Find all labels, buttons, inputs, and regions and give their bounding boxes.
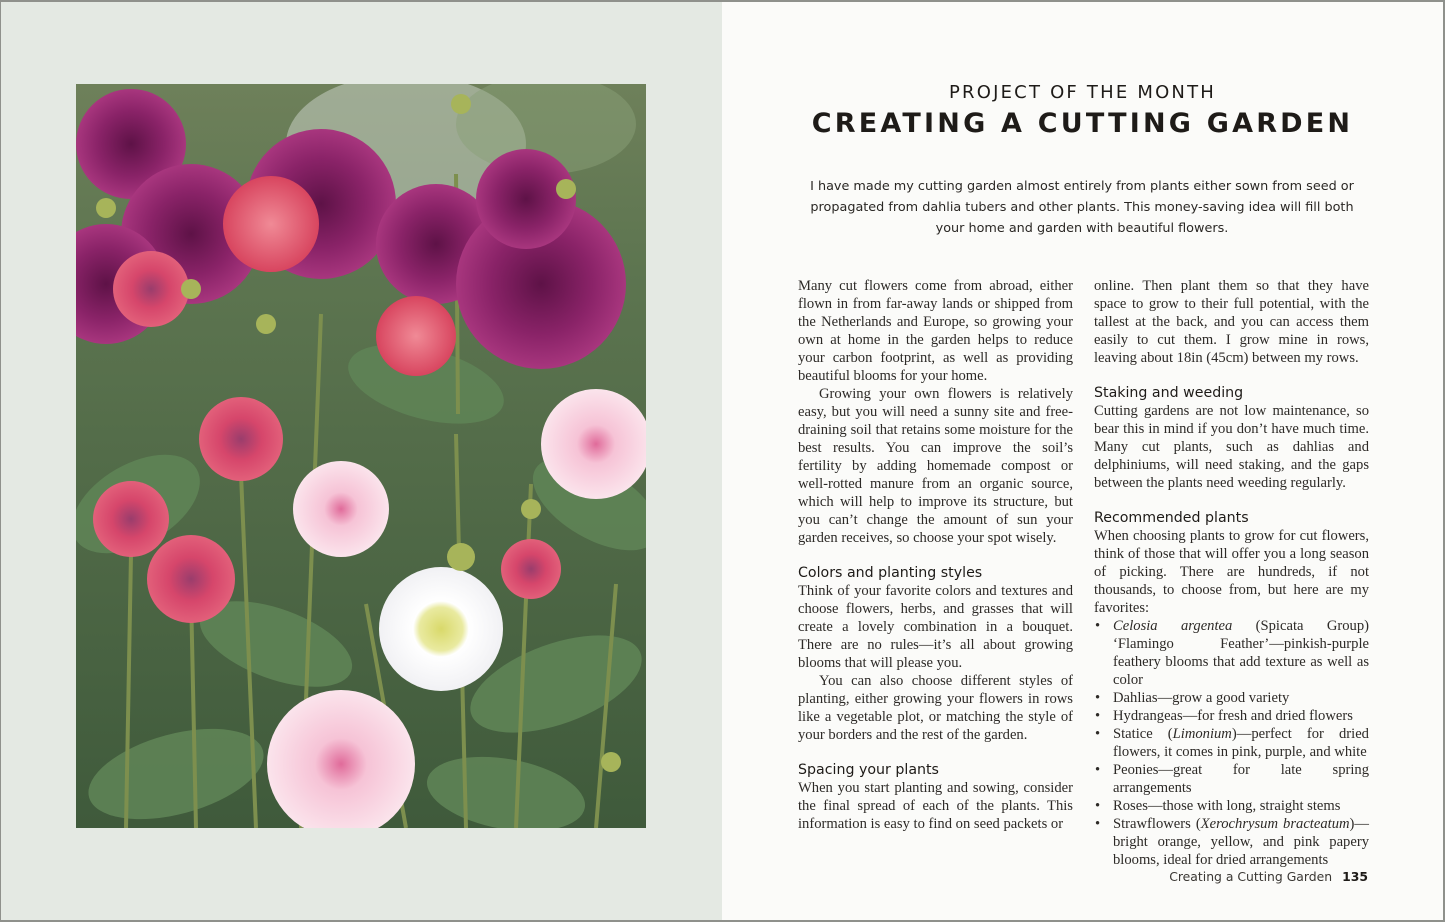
paragraph: You can also choose different styles of planting, either growing your flowers in rows like a vegetable plot, or matching the style of your borders and the rest of the garden. (798, 673, 1073, 743)
list-item: • Strawflowers (Xerochrysum bracteatum)—bright orange, yellow, and pink papery blooms, ideal for dried arrangements (1094, 815, 1369, 869)
paragraph: Think of your favorite colors and textures and choose flowers, herbs, and grasses that will create a lovely combination in a bouquet. There are no rules—it’s all about growing blooms that will please you. (798, 583, 1073, 671)
running-title: Creating a Cutting Garden (1169, 869, 1333, 884)
paragraph: When you start planting and sowing, consider the final spread of each of the plants. This information is easy to find on seed packets or (798, 780, 1073, 832)
page-footer (1169, 869, 1368, 884)
paragraph: Cutting gardens are not low maintenance, so bear this in mind if you don’t have much time. Many cut plants, such as dahlias and delphiniums, will need staking, and the gaps between the plants need weeding regularly. (1094, 403, 1369, 491)
text-column-1 (798, 277, 1073, 833)
section-kicker: PROJECT OF THE MONTH (948, 82, 1217, 103)
text-column-2 (1094, 277, 1369, 869)
paragraph: Growing your own flowers is relatively easy, but you will need a sunny site and free-draining soil that retains some moisture for the best results. You can improve the soil’s fertility by adding homemade compost or well-rotted manure from an organic source, which will help to improve its structure, but you can’t change the amount of sun your garden receives, so choose your spot wisely. (798, 386, 1073, 546)
list-item: • Dahlias—grow a good variety (1094, 689, 1369, 707)
list-item: • Hydrangeas—for fresh and dried flowers (1094, 707, 1369, 725)
left-page (1, 2, 722, 920)
subheading-spacing: Spacing your plants (798, 762, 939, 778)
subheading-staking: Staking and weeding (1094, 385, 1244, 401)
article-title: CREATING A CUTTING GARDEN (811, 108, 1354, 139)
subheading-colors: Colors and planting styles (798, 565, 983, 581)
recommended-plants-list (1094, 617, 1369, 869)
list-item: • Celosia argentea (Spicata Group) ‘Flamingo Feather’—pinkish-purple feathery blooms that add texture as well as color (1094, 617, 1369, 689)
subheading-recommended: Recommended plants (1094, 510, 1249, 526)
paragraph: When choosing plants to grow for cut flowers, think of those that will offer you a long season of picking. There are hundreds, if not thousands, to choose from, but here are my favorites: (1094, 528, 1369, 616)
dahlia-photo (76, 84, 646, 828)
list-item: • Roses—those with long, straight stems (1094, 797, 1369, 815)
page-number: 135 (1342, 869, 1368, 884)
right-page (722, 2, 1443, 920)
list-item: • Statice (Limonium)—perfect for dried flowers, it comes in pink, purple, and white (1094, 725, 1369, 761)
book-spread (1, 2, 1443, 920)
article-intro: I have made my cutting garden almost entirely from plants either sown from seed or propagated from dahlia tubers and other plants. This money-saving idea will fill both your home and garden with beautiful flowers. (810, 179, 1354, 236)
paragraph: online. Then plant them so that they have space to grow to their full potential, with the tallest at the back, and you can access them easily to cut them. I grow mine in rows, leaving about 18in (45cm) between my rows. (1094, 278, 1369, 366)
list-item: • Peonies—great for late spring arrangements (1094, 761, 1369, 797)
paragraph: Many cut flowers come from abroad, either flown in from far-away lands or shipped from the Netherlands and Europe, so growing your own at home in the garden helps to reduce your carbon footprint, as well as providing beautiful blooms for your home. (798, 278, 1073, 384)
dahlia-photo-illustration (76, 84, 646, 828)
